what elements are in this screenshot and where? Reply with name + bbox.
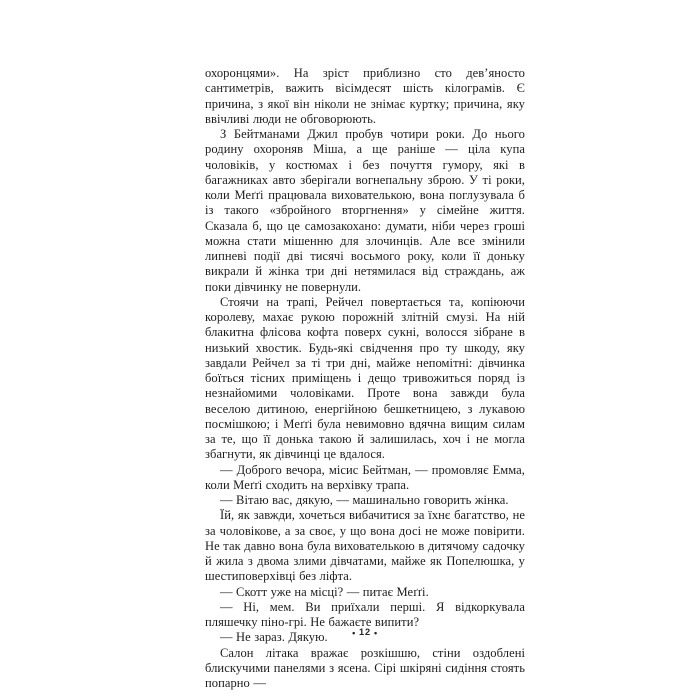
paragraph-continued: охоронцями». На зріст приблизно сто дев’яносто сантиметрів, важить вісімдесят шість кілограмів. Є причина, з якої він ніколи не знімає куртку; причина, яку ввічливі люди не обговорюють. [205,66,525,126]
paragraph: Їй, як завжди, хочеться вибачитися за їхнє багатство, не за чоловікове, а за своє, у що вона досі не може повірити. Не так давно вона була вихователькою в дитячому садочку й жила з двома злими дівчатами, майже як Попелюшка, у шестиповерхівці без ліфта. [205,508,525,584]
dialogue-paragraph: — Доброго вечора, місис Бейтман, — промовляє Емма, коли Меґґі сходить на верхівку трапа. [205,462,525,492]
dialogue-paragraph: — Вітаю вас, дякую, — машинально говорить жінка. [220,493,509,507]
ornament-dot-left: • [352,627,357,638]
page-number-footer [205,627,525,638]
paragraph: Стоячи на трапі, Рейчел повертається та, копіюючи королеву, махає рукою порожній злітній смузі. На ній блакитна флісова кофта поверх сукні, волосся зібране в низький хвостик. Будь-які свідчення про ту шкоду, яку завдали Рейчел за ті три дні, майже непомітні: дівчинка боїться тісних приміщень і дещо тривожиться поряд із незнайомими чоловіками. Проте вона завжди була веселою дитиною, енергійною бешкетницею, з лукавою посмішкою; і Меґґі була невимовно вдячна вищим силам за те, що її донька такою й залишилась, хоч і не могла збагнути, як дівчинці це вдалося. [205,294,525,462]
dialogue-paragraph: — Ні, мем. Ви приїхали перші. Я відкоркувала пляшечку піно-грі. Не бажаєте випити? [205,599,525,629]
paragraph: З Бейтманами Джил пробув чотири роки. До нього родину охороняв Міша, а ще раніше — ціла купа чоловіків, у костюмах і без почуття гумору, які в багажниках авто зберігали вогнепальну зброю. У ті роки, коли Меґґі працювала вихователькою, вона поглузувала б із такого «збройного вторгнення» у сімейне життя. Сказала б, що це самозакохано: думати, ніби через гроші можна стати мішенню для злочинців. Але все змінили липневі події дві тисячі восьмого року, коли її доньку викрали й жінка три дні нетямилася від страждань, аж поки дівчинку не повернули. [205,127,525,294]
page-text-column [205,66,525,691]
paragraph: Салон літака вражає розкішшю, стіни оздоблені блискучими панелями з ясена. Сірі шкіряні сидіння стоять попарно — [205,645,525,690]
dialogue-paragraph: — Скотт уже на місці? — питає Меґґі. [220,584,429,599]
dialogue-paragraph: — Не зараз. Дякую. [220,630,328,645]
page-number-value: 12 [359,627,371,637]
ornament-dot-right: • [373,627,378,638]
